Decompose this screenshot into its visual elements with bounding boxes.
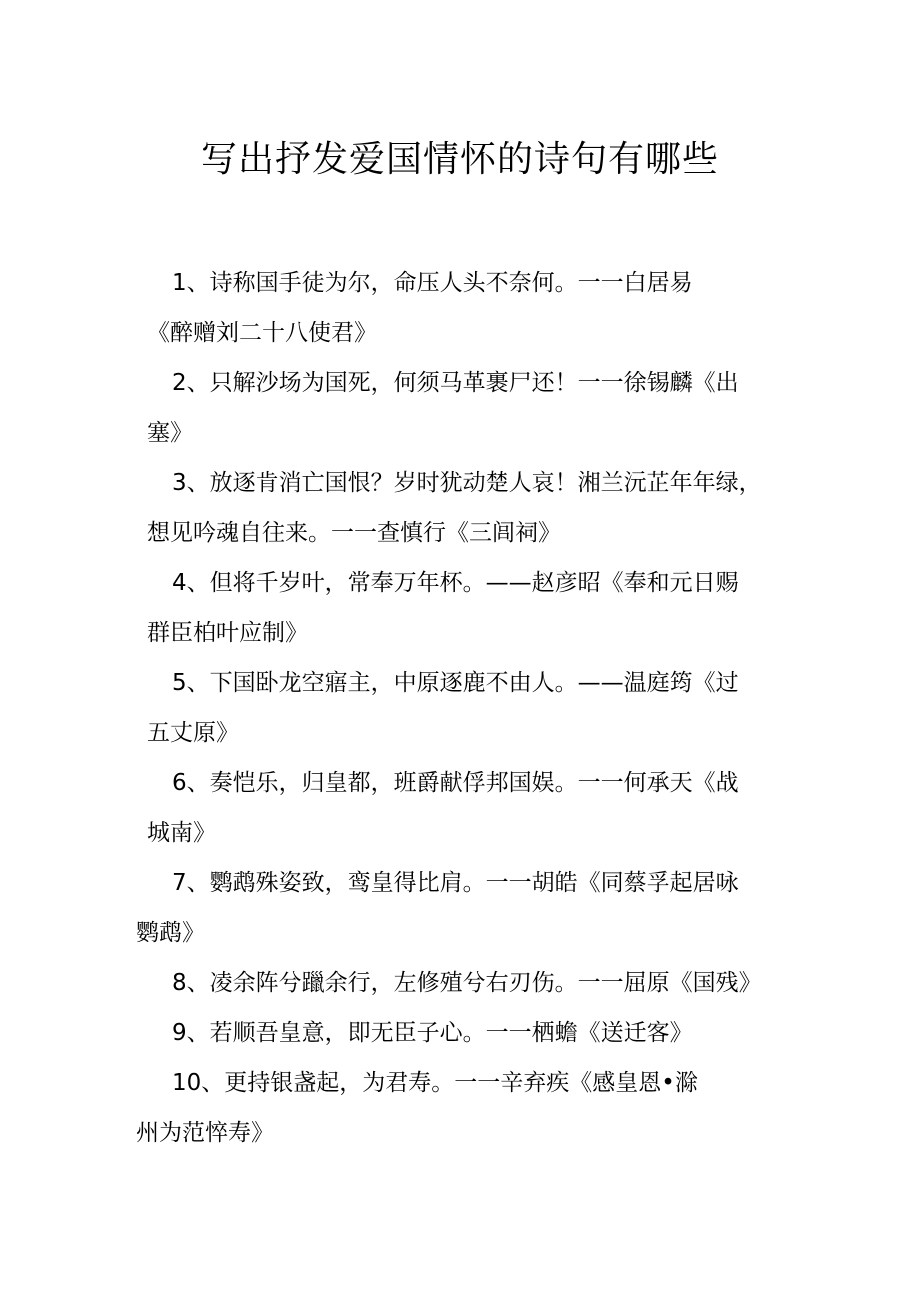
poem-line: 7、鹦鹉殊姿致，鸾皇得比肩。一一胡皓《同蔡孚起居咏 bbox=[172, 870, 739, 896]
poem-line-continued: 鹦鹉》 bbox=[136, 920, 205, 946]
page-title: 写出抒发爱国情怀的诗句有哪些 bbox=[200, 139, 719, 181]
poem-line-continued: 州为范悴寿》 bbox=[136, 1120, 274, 1146]
poem-item-8 bbox=[0, 958, 920, 1008]
poem-line-continued: 城南》 bbox=[147, 820, 216, 846]
poem-item-10 bbox=[0, 1058, 920, 1158]
poem-line: 8、凌余阵兮躐余行，左修殖兮右刃伤。一一屈原《国残》 bbox=[172, 970, 762, 996]
poem-item-1 bbox=[0, 258, 920, 358]
poem-line: 4、但将千岁叶，常奉万年杯。——赵彦昭《奉和元日赐 bbox=[172, 570, 739, 596]
poem-item-5 bbox=[0, 658, 920, 758]
poem-item-9 bbox=[0, 1008, 920, 1058]
poem-line: 6、奏恺乐，归皇都，班爵献俘邦国娱。一一何承天《战 bbox=[172, 770, 739, 796]
poem-item-3 bbox=[0, 458, 920, 558]
poem-line-continued: 《醉赠刘二十八使君》 bbox=[147, 320, 377, 346]
poem-line-continued: 五丈原》 bbox=[147, 720, 239, 746]
poem-line: 3、放逐肯消亡国恨？岁时犹动楚人哀！湘兰沅芷年年绿， bbox=[172, 470, 762, 496]
poem-line: 5、下国卧龙空寤主，中原逐鹿不由人。——温庭筠《过 bbox=[172, 670, 739, 696]
poem-item-7 bbox=[0, 858, 920, 958]
poem-list bbox=[0, 258, 920, 1158]
poem-line: 9、若顺吾皇意，即无臣子心。一一栖蟾《送迁客》 bbox=[172, 1020, 693, 1046]
poem-line-continued: 群臣柏叶应制》 bbox=[147, 620, 308, 646]
poem-item-6 bbox=[0, 758, 920, 858]
poem-item-4 bbox=[0, 558, 920, 658]
poem-line: 2、只解沙场为国死，何须马革裹尸还！一一徐锡麟《出 bbox=[172, 370, 739, 396]
poem-line: 10、更持银盏起，为君寿。一一辛弃疾《感皇恩•滁 bbox=[172, 1070, 698, 1096]
poem-line-continued: 塞》 bbox=[147, 420, 193, 446]
poem-line: 1、诗称国手徒为尔，命压人头不奈何。一一白居易 bbox=[172, 270, 693, 296]
poem-line-continued: 想见吟魂自往来。一一查慎行《三闾祠》 bbox=[147, 520, 561, 546]
poem-item-2 bbox=[0, 358, 920, 458]
